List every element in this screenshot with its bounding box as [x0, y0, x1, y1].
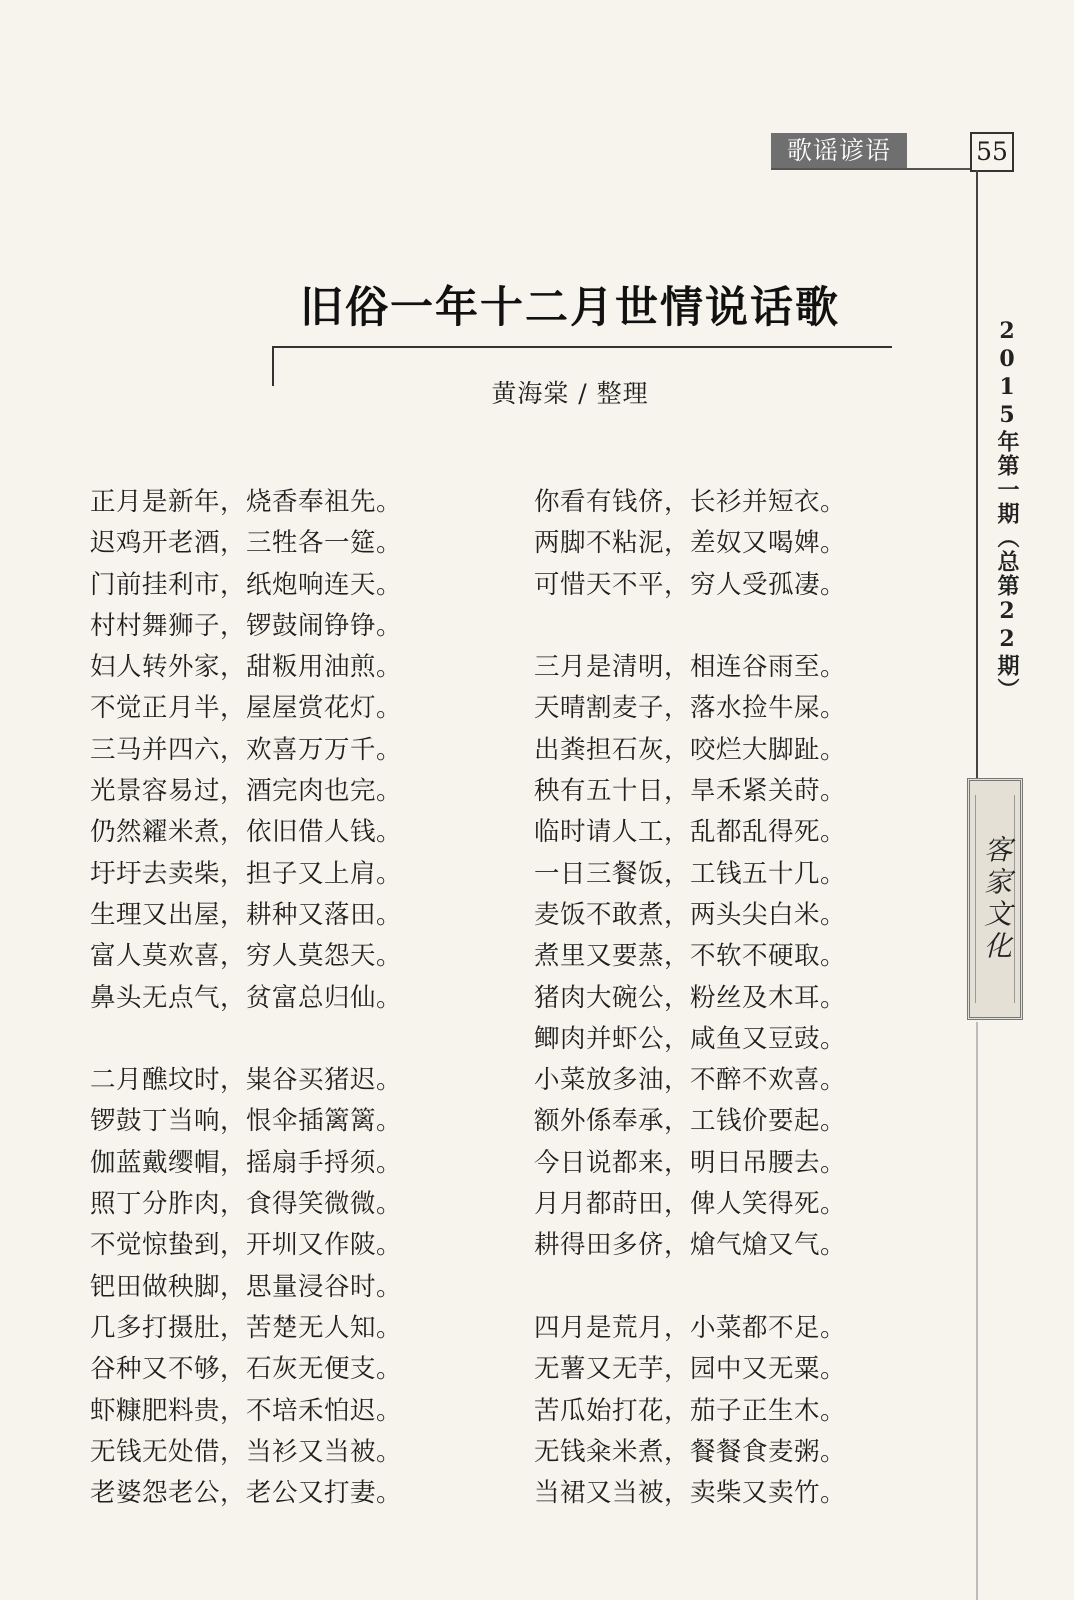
poem-line: 三马并四六，欢喜万万千。: [90, 734, 403, 765]
poem-line: 老婆怨老公，老公又打妻。: [90, 1478, 403, 1509]
poem-line: 苦瓜始打花，茄子正生木。: [534, 1395, 847, 1426]
poem-line: 三月是清明，相连谷雨至。: [534, 652, 847, 683]
poem-line: 谷种又不够，石灰无便支。: [90, 1354, 403, 1385]
poem-line: 今日说都来，明日吊腰去。: [534, 1147, 847, 1178]
issue-label: 2015年第一期（总第22期）: [994, 318, 1020, 702]
poem-line: 正月是新年，烧香奉祖先。: [90, 487, 403, 517]
poem-line: 钯田做秧脚，思量浸谷时。: [90, 1271, 403, 1302]
poem-line: 临时请人工，乱都乱得死。: [534, 817, 847, 848]
poem-line: 煮里又要蒸，不软不硬取。: [534, 941, 847, 972]
poem-line: 仍然糴米煮，依旧借人钱。: [90, 817, 403, 848]
poem-line: 无薯又无芋，园中又无粟。: [534, 1354, 847, 1385]
poem-line: 锣鼓丁当响，恨伞插篱篱。: [90, 1106, 403, 1137]
poem-line: [534, 606, 846, 647]
poem-line: 虾糠肥料贵，不培禾怕迟。: [90, 1395, 403, 1426]
poem-line: 不觉惊蛰到，开圳又作陂。: [90, 1230, 403, 1261]
seal-emblem: [967, 778, 1023, 1020]
poem-right-column: [534, 482, 846, 1514]
poem-left-column: [90, 482, 402, 1514]
title-rule: [272, 346, 892, 348]
poem-line: 麦饭不敢煮，两头尖白米。: [534, 899, 847, 930]
poem-line: 你看有钱侪，长衫并短衣。: [534, 487, 847, 517]
poem-line: 村村舞狮子，锣鼓闹铮铮。: [90, 610, 403, 641]
section-tab: 歌谣谚语: [771, 133, 907, 169]
side-rule-lower: [976, 1022, 978, 1600]
poem-line: 额外係奉承，工钱价要起。: [534, 1106, 847, 1137]
seal-text: 客家文化: [980, 835, 1013, 963]
article-title: 旧俗一年十二月世情说话歌: [300, 283, 840, 333]
poem-line: 门前挂利市，纸炮响连天。: [90, 569, 403, 600]
header-rule: [771, 168, 971, 170]
poem-line: 秧有五十日，旱禾紧关莳。: [534, 776, 847, 807]
poem-line: 一日三餐饭，工钱五十几。: [534, 858, 847, 889]
poem-line: 小菜放多油，不醉不欢喜。: [534, 1065, 847, 1096]
poem-line: 无钱无处借，当衫又当被。: [90, 1436, 403, 1467]
poem-line: 不觉正月半，屋屋赏花灯。: [90, 693, 403, 724]
poem-line: 生理又出屋，耕种又落田。: [90, 899, 403, 930]
poem-line: 月月都莳田，俾人笑得死。: [534, 1189, 847, 1220]
poem-line: 两脚不粘泥，差奴又喝婢。: [534, 528, 847, 559]
poem-line: 出粪担石灰，咬烂大脚趾。: [534, 734, 847, 765]
poem-line: 二月醮坟时，粜谷买猪迟。: [90, 1065, 403, 1096]
poem-line: [534, 1267, 846, 1308]
title-rule-corner: [272, 346, 274, 386]
poem-line: 圩圩去卖柴，担子又上肩。: [90, 858, 403, 889]
poem-line: 照丁分胙肉，食得笑微微。: [90, 1189, 403, 1220]
poem-line: 富人莫欢喜，穷人莫怨天。: [90, 941, 403, 972]
poem-line: [90, 1019, 402, 1060]
poem-line: 无钱籴米煮，餐餐食麦粥。: [534, 1436, 847, 1467]
poem-line: 光景容易过，酒完肉也完。: [90, 776, 403, 807]
poem-line: 鼻头无点气，贫富总归仙。: [90, 982, 403, 1013]
poem-line: 妇人转外家，甜粄用油煎。: [90, 652, 403, 683]
poem-line: 猪肉大碗公，粉丝及木耳。: [534, 982, 847, 1013]
side-rule: [976, 170, 978, 780]
page-number: 55: [970, 132, 1014, 172]
poem-line: 鲫肉并虾公，咸鱼又豆豉。: [534, 1023, 847, 1054]
poem-line: 四月是荒月，小菜都不足。: [534, 1312, 847, 1343]
byline: 黄海棠 / 整理: [491, 379, 649, 408]
poem-line: 耕得田多侪，熗气熗又气。: [534, 1230, 847, 1261]
poem-line: 迟鸡开老酒，三牲各一筵。: [90, 528, 403, 559]
poem-line: 伽蓝戴缨帽，摇扇手捋须。: [90, 1147, 403, 1178]
poem-line: 天晴割麦子，落水捡牛屎。: [534, 693, 847, 724]
poem-line: 当裙又当被，卖柴又卖竹。: [534, 1478, 847, 1509]
poem-line: 几多打摄肚，苦楚无人知。: [90, 1312, 403, 1343]
poem-line: 可惜天不平，穷人受孤凄。: [534, 569, 847, 600]
